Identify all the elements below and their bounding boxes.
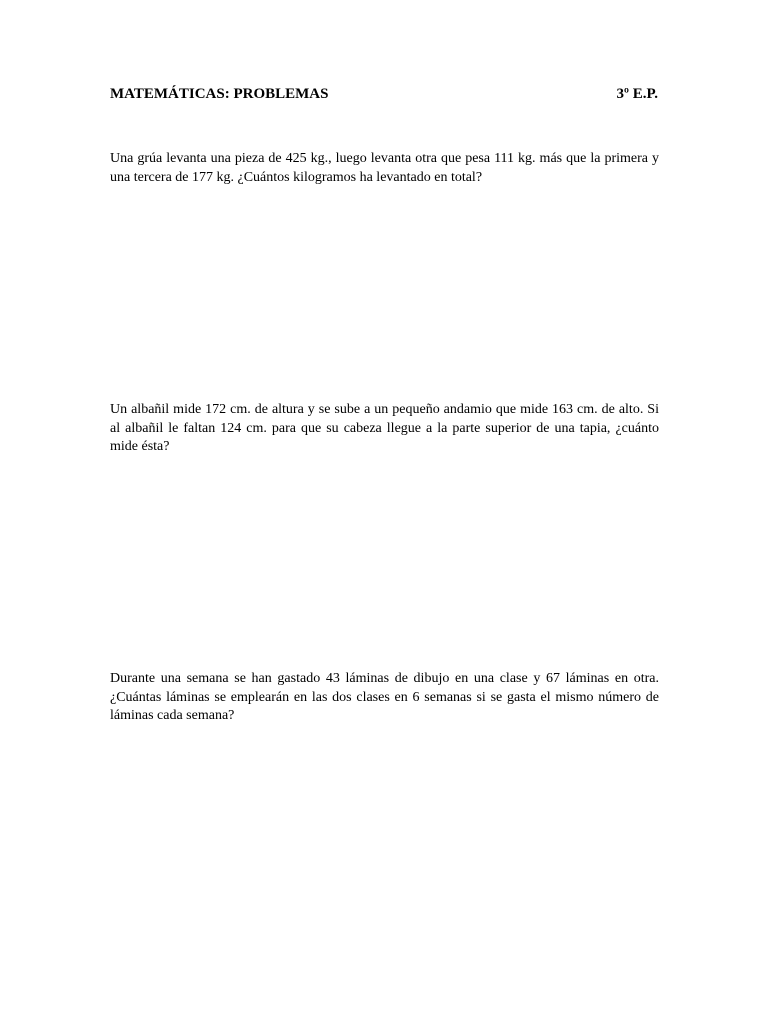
problem-3-text: Durante una semana se han gastado 43 láminas de dibujo en una clase y 67 láminas en otra. ¿Cuántas láminas se emplearán en las dos clases en 6 semanas si se gasta el mismo número de láminas cada semana? (110, 671, 659, 723)
worksheet-header (110, 84, 658, 104)
problem-2-text: Un albañil mide 172 cm. de altura y se sube a un pequeño andamio que mide 163 cm. de alto. Si al albañil le faltan 124 cm. para que su cabeza llegue a la parte superior de una tapia, ¿cuánto mide ésta? (110, 402, 659, 454)
problem-1-text: Una grúa levanta una pieza de 425 kg., luego levanta otra que pesa 111 kg. más que la primera y una tercera de 177 kg. ¿Cuántos kilogramos ha levantado en total? (110, 151, 659, 185)
grade-label: 3º E.P. (616, 86, 658, 102)
worksheet-title: MATEMÁTICAS: PROBLEMAS (110, 86, 329, 102)
